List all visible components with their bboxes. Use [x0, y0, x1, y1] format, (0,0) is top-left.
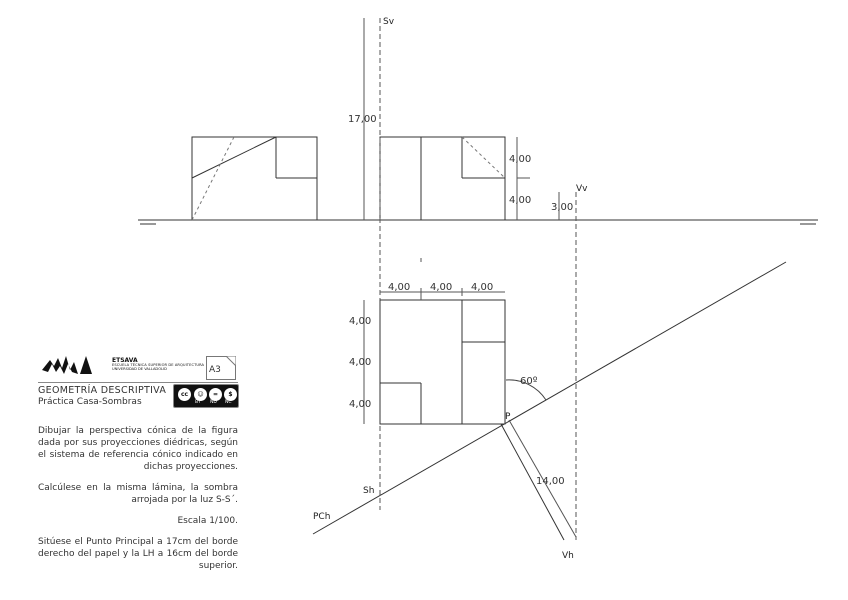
plan-view [380, 300, 505, 424]
label-vv: Vv [576, 184, 588, 194]
cc-tag-nd: ND [210, 400, 217, 405]
school-logo-icon [40, 352, 110, 378]
dim-plan-top-1: 4,00 [388, 282, 411, 293]
right-elevation [380, 137, 505, 220]
dim-plan-left-3: 4,00 [349, 399, 372, 410]
label-pch: PCh [313, 512, 331, 522]
cc-license-badge [173, 384, 239, 408]
practice-title: Práctica Casa-Sombras [38, 397, 142, 407]
instruction-task: Dibujar la perspectiva cónica de la figura dada por sus proyecciones diédricas, según el sistema de referencia cónico indicado en dichas proyecciones. [38, 426, 238, 472]
dim-vv-3: 3,00 [551, 202, 574, 213]
dim-plan-top-2: 4,00 [430, 282, 453, 293]
dim-17: 17,00 [348, 114, 377, 125]
title-block [38, 352, 238, 581]
logo-name: ETSAVA [112, 357, 138, 364]
instructions [38, 425, 238, 572]
cc-tag-nc: NC [225, 400, 232, 405]
dim-elev-lower: 4,00 [509, 195, 532, 206]
instruction-shadow: Calcúlese en la misma lámina, la sombra arrojada por la luz S-S´. [38, 483, 238, 505]
picture-plane-trace [313, 262, 786, 534]
cc-icon: cc [177, 387, 192, 402]
course-title: GEOMETRÍA DESCRIPTIVA [38, 385, 167, 396]
format-box [206, 356, 236, 380]
label-sv: Sv [383, 17, 395, 27]
page-corner-icon [226, 356, 236, 366]
label-p: P [505, 412, 511, 422]
label-vh: Vh [562, 551, 574, 561]
dim-plan-top-3: 4,00 [471, 282, 494, 293]
dim-angle: 60º [520, 376, 538, 387]
divider [38, 382, 238, 383]
cc-tag-by: BY [195, 400, 201, 405]
format-label: A3 [209, 365, 221, 375]
logo-text [112, 358, 204, 371]
nd-icon: = [208, 387, 223, 402]
instruction-scale: Escala 1/100. [177, 516, 238, 526]
plan-dimensions [364, 288, 505, 424]
dim-plan-left-1: 4,00 [349, 316, 372, 327]
instruction-placement: Sitúese el Punto Principal a 17cm del borde derecho del papel y la LH a 16cm del borde superior. [38, 537, 238, 571]
dim-14: 14,00 [536, 476, 565, 487]
dim-elev-upper: 4,00 [509, 154, 532, 165]
logo-row [38, 352, 238, 382]
logo-university: UNIVERSIDAD DE VALLADOLID [112, 366, 167, 371]
by-icon: ☺ [193, 387, 208, 402]
left-elevation [192, 137, 317, 220]
label-sh: Sh [363, 486, 375, 496]
logo-school: ESCUELA TÉCNICA SUPERIOR DE ARQUITECTURA [112, 363, 205, 367]
dim-plan-left-2: 4,00 [349, 357, 372, 368]
projection-lines [380, 18, 576, 540]
nc-icon: $ [223, 387, 238, 402]
